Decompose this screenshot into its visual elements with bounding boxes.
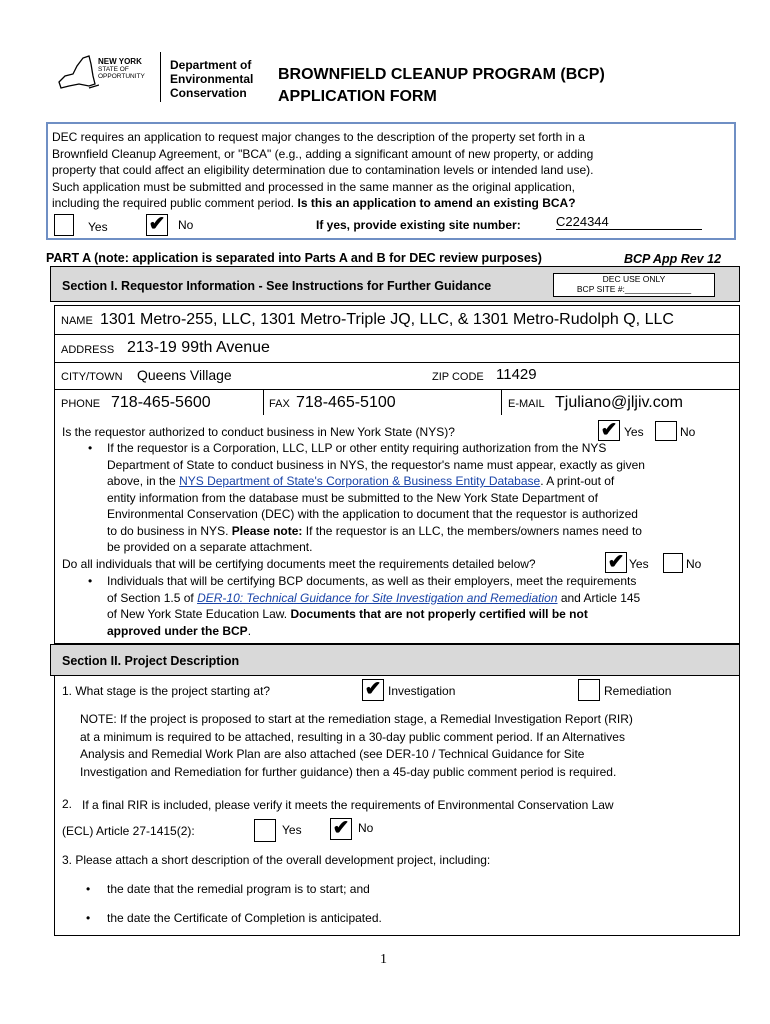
fax-field[interactable]: 718-465-5100: [296, 394, 396, 411]
section-1-title: Section I. Requestor Information - See Instructions for Further Guidance: [62, 279, 492, 293]
certifying-no-label: No: [686, 557, 702, 571]
remediation-checkbox[interactable]: [578, 679, 600, 701]
row-divider: [263, 390, 264, 416]
city-label: CITY/TOWN: [61, 371, 123, 383]
rir-no-checkbox[interactable]: [330, 818, 352, 840]
zip-label: ZIP CODE: [432, 371, 484, 383]
page-number: 1: [380, 952, 387, 967]
coc-date-bullet: the date the Certificate of Completion is anticipated.: [107, 911, 382, 925]
amendment-intro-box: DEC requires an application to request major changes to the description of the property set forth in a Brownfield Cleanup Agreement, or "BCA" (e.g., adding a significant amount of new property, or adding property that could affect an eligibility determination due to contamination levels or intended land use). Such application must be submitted and processed in the same manner as the original application, including the required public comment period. Is this an application to amend an existing BCA?: [46, 122, 736, 240]
existing-site-label: If yes, provide existing site number:: [316, 218, 521, 232]
revision-label: BCP App Rev 12: [624, 252, 722, 266]
nys-auth-no-checkbox[interactable]: [655, 421, 677, 441]
rir-yes-label: Yes: [282, 823, 302, 837]
existing-site-number-input[interactable]: C224344: [556, 214, 702, 230]
form-title: BROWNFIELD CLEANUP PROGRAM (BCP) APPLICATION FORM: [278, 66, 605, 105]
rir-note: NOTE: If the project is proposed to start at the remediation stage, a Remedial Investigation Report (RIR) at a minimum is required to be attached, resulting in a 30-day public comment period. If an Alternatives Analysis and Remedial Work Plan are also attached (see DER-10 / Technical Guidance for Site Investigation and Remediation for further guidance) then a 45-day public comment period is required.: [80, 712, 633, 779]
amend-yes-checkbox[interactable]: [54, 214, 74, 236]
nys-auth-yes-checkbox[interactable]: [598, 420, 620, 441]
ecl-article-label: (ECL) Article 27-1415(2):: [62, 824, 195, 838]
part-a-heading: PART A (note: application is separated into Parts A and B for DEC review purposes): [46, 251, 542, 265]
email-field[interactable]: Tjuliano@jljiv.com: [555, 394, 683, 411]
phone-field[interactable]: 718-465-5600: [111, 394, 211, 411]
q2-number: 2.: [62, 797, 73, 811]
city-zip-row: [54, 362, 740, 390]
amend-question: Is this an application to amend an existing BCA?: [297, 196, 576, 210]
name-row: [54, 305, 740, 335]
amend-no-label: No: [178, 218, 194, 232]
bullet-icon: •: [86, 911, 91, 925]
investigation-checkbox[interactable]: [362, 679, 384, 701]
rir-no-label: No: [358, 821, 374, 835]
checkmark-icon: ✔: [364, 678, 382, 700]
checkmark-icon: ✔: [600, 419, 618, 441]
remedial-start-bullet: the date that the remedial program is to start; and: [107, 882, 370, 896]
row-divider: [501, 390, 502, 416]
ny-state-map-icon: [55, 52, 99, 96]
address-label: ADDRESS: [61, 344, 115, 356]
zip-field[interactable]: 11429: [496, 366, 537, 383]
checkmark-icon: ✔: [332, 817, 350, 839]
bullet-icon: •: [86, 882, 91, 896]
nys-auth-yes-label: Yes: [624, 425, 644, 439]
remediation-label: Remediation: [604, 684, 672, 698]
checkmark-icon: ✔: [148, 213, 166, 235]
certifying-question: Do all individuals that will be certifying documents meet the requirements detailed below?: [62, 557, 536, 571]
section-2-title: Section II. Project Description: [62, 654, 240, 668]
address-field[interactable]: 213-19 99th Avenue: [127, 339, 270, 356]
phone-fax-email-row: [54, 389, 740, 416]
der-10-link[interactable]: DER-10: Technical Guidance for Site Investigation and Remediation: [197, 590, 558, 605]
logo-divider: [160, 52, 161, 102]
section-1-header: [50, 266, 740, 302]
email-label: E-MAIL: [508, 398, 545, 410]
nys-auth-no-label: No: [680, 425, 696, 439]
ny-logo-text: NEW YORK STATE OF OPPORTUNITY: [98, 57, 145, 80]
nys-authorization-bullet: If the requestor is a Corporation, LLC, LLP or other entity requiring authorization from the NYS Department of State to conduct business in NYS, the requestor's name must appear, exactly as given above, in the NYS Department of State's Corporation & Business Entity Database. A print-out of entity information from the database must be submitted to the New York State Department of Environmental Conservation (DEC) with the application to document that the requestor is authorized to do business in NYS. Please note: If the requestor is an LLC, the members/owners names need to be provided on a separate attachment.: [107, 441, 645, 554]
nys-dos-database-link[interactable]: NYS Department of State's Corporation & Business Entity Database: [179, 474, 541, 488]
rir-question: If a final RIR is included, please verify it meets the requirements of Environmental Conservation Law: [82, 798, 614, 812]
phone-label: PHONE: [61, 398, 101, 410]
amend-yes-label: Yes: [88, 220, 108, 234]
address-row: [54, 334, 740, 363]
project-stage-question: 1. What stage is the project starting at?: [62, 684, 271, 698]
certifying-no-checkbox[interactable]: [663, 553, 683, 573]
nys-authorization-question: Is the requestor authorized to conduct business in New York State (NYS)?: [62, 425, 455, 439]
name-label: NAME: [61, 315, 93, 327]
certifying-yes-checkbox[interactable]: [605, 552, 627, 573]
investigation-label: Investigation: [388, 684, 456, 698]
section-2-header: [50, 644, 740, 676]
department-logo: Department of Environmental Conservation: [170, 58, 254, 100]
checkmark-icon: ✔: [607, 551, 625, 573]
rir-yes-checkbox[interactable]: [254, 819, 276, 842]
city-field[interactable]: Queens Village: [137, 367, 232, 383]
bullet-icon: •: [88, 441, 93, 455]
fax-label: FAX: [269, 398, 290, 410]
name-field[interactable]: 1301 Metro-255, LLC, 1301 Metro-Triple JQ, LLC, & 1301 Metro-Rudolph Q, LLC: [100, 311, 674, 328]
certifying-yes-label: Yes: [629, 557, 649, 571]
development-description-question: 3. Please attach a short description of the overall development project, including:: [62, 853, 491, 867]
bullet-icon: •: [88, 574, 93, 588]
certifying-bullet: Individuals that will be certifying BCP documents, as well as their employers, meet the requirements of Section 1.5 of DER-10: Technical Guidance for Site Investigation and Remediation and Article 145 of New York State Education Law. Documents that are not properly certified will be not approved under the BCP.: [107, 574, 641, 638]
dec-use-only-box: DEC USE ONLY BCP SITE #:______________: [553, 273, 715, 297]
amend-no-checkbox[interactable]: [146, 214, 168, 236]
